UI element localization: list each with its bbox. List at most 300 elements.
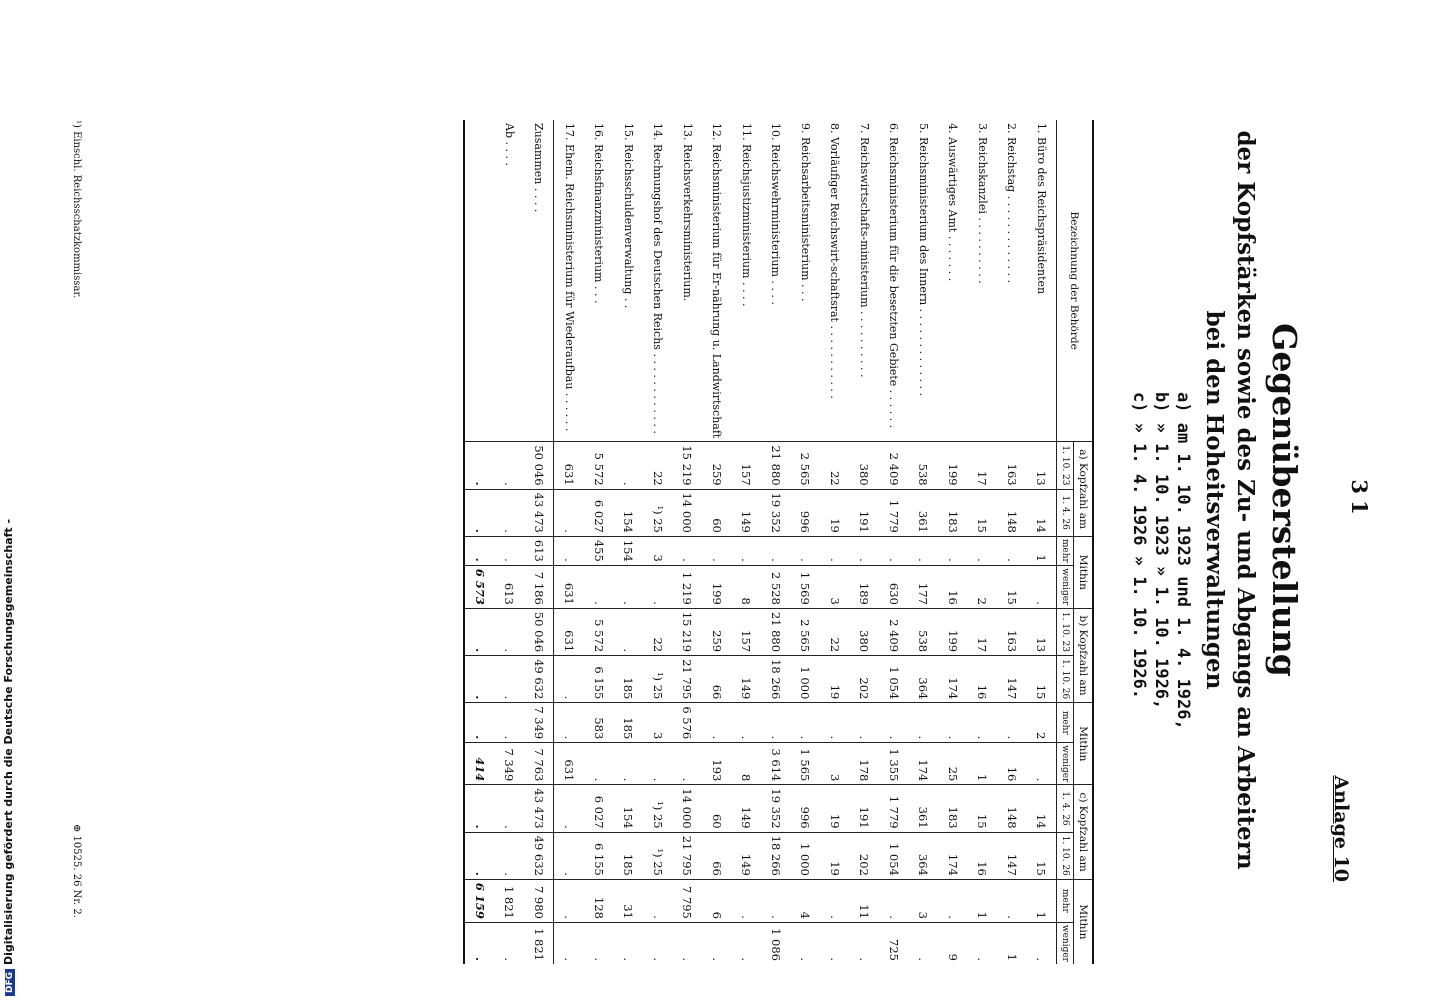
table-cell: 8 xyxy=(732,565,762,608)
table-cell: 148 xyxy=(997,785,1027,832)
table-cell: 1 219 xyxy=(673,565,703,608)
table-cell: . xyxy=(761,536,791,565)
table-cell: . xyxy=(554,656,584,703)
table-cell: 128 xyxy=(584,879,614,922)
table-cell: . xyxy=(614,565,644,608)
table-cell: . xyxy=(554,922,584,964)
table-cell: . xyxy=(464,703,495,743)
dfg-logo: DFG xyxy=(5,969,15,996)
date-line-b: b) » 1. 10. 1923 » 1. 10. 1926, xyxy=(1151,392,1171,710)
table-cell: 1 569 xyxy=(791,565,821,608)
table-cell: 163 xyxy=(997,608,1027,655)
table-cell: 163 xyxy=(997,442,1027,489)
print-mark: ⊕ 10525. 26 Nr. 2. xyxy=(71,824,82,918)
header-a-date1: 1. 10. 23 xyxy=(1057,442,1074,489)
table-cell: 538 xyxy=(909,442,939,489)
table-cell: 157 xyxy=(732,608,762,655)
date-line-c: c) » 1. 4. 1926 » 1. 10. 1926. xyxy=(1129,392,1149,700)
table-cell: 613 xyxy=(495,565,525,608)
table-cell: 380 xyxy=(850,442,880,489)
table-cell: 199 xyxy=(938,442,968,489)
table-cell: 7 980 xyxy=(524,879,554,922)
table-cell: 1 xyxy=(968,879,998,922)
table-cell: ¹) 25 xyxy=(643,832,673,879)
table-cell: 364 xyxy=(909,832,939,879)
table-cell: 22 xyxy=(820,608,850,655)
table-row xyxy=(702,120,732,964)
table-cell: 630 xyxy=(879,565,909,608)
table-cell: 147 xyxy=(997,832,1027,879)
table-cell: 725 xyxy=(879,922,909,964)
table-cell: . xyxy=(495,832,525,879)
table-cell: 6 155 xyxy=(584,656,614,703)
table-cell: 16 xyxy=(997,743,1027,785)
table-cell: 4 xyxy=(791,879,821,922)
table-cell: 148 xyxy=(997,489,1027,536)
table-row xyxy=(732,120,762,964)
table-row xyxy=(909,120,939,964)
table-cell: 149 xyxy=(732,489,762,536)
table-row xyxy=(820,120,850,964)
table-cell: 5 572 xyxy=(584,442,614,489)
table-cell: . xyxy=(1027,743,1057,785)
table-cell: 1 000 xyxy=(791,656,821,703)
table-cell: . xyxy=(761,703,791,743)
table-cell: 193 xyxy=(702,743,732,785)
table-cell: . xyxy=(614,743,644,785)
table-cell: . xyxy=(495,608,525,655)
header-group-b: b) Kopfzahl am xyxy=(1074,608,1094,703)
table-cell: . xyxy=(850,536,880,565)
table-cell: . xyxy=(938,703,968,743)
table-cell: 9 xyxy=(938,922,968,964)
table-cell: . xyxy=(850,703,880,743)
table-cell: 15 219 xyxy=(673,608,703,655)
table-row xyxy=(968,120,998,964)
table-cell: 43 473 xyxy=(524,489,554,536)
table-cell: 19 352 xyxy=(761,489,791,536)
page-title: Gegenüberstellung xyxy=(1265,323,1304,677)
table-cell: 3 xyxy=(820,565,850,608)
table-cell: 7 349 xyxy=(495,743,525,785)
table-cell: . xyxy=(464,656,495,703)
table-cell: . xyxy=(732,703,762,743)
table-cell: . xyxy=(732,879,762,922)
table-cell: 149 xyxy=(732,832,762,879)
table-cell: . xyxy=(464,442,495,489)
table-cell: 14 xyxy=(1027,489,1057,536)
table-cell: . xyxy=(643,879,673,922)
table-cell: 7 349 xyxy=(524,703,554,743)
table-cell: 13 xyxy=(1027,608,1057,655)
row-label: Ab . . . . xyxy=(502,123,516,166)
table-row xyxy=(495,120,525,964)
table-row xyxy=(524,120,554,964)
table-cell: 60 xyxy=(702,785,732,832)
table-cell: . xyxy=(997,536,1027,565)
table-cell: 3 xyxy=(643,536,673,565)
row-label: 10. Reichswehrministerium . . . . xyxy=(769,123,783,305)
table-cell: . xyxy=(495,785,525,832)
table-row xyxy=(791,120,821,964)
row-label: 4. Auswärtiges Amt . . . . . . . xyxy=(946,123,960,282)
table-cell: . xyxy=(732,536,762,565)
table-cell: 5 572 xyxy=(584,608,614,655)
table-row xyxy=(938,120,968,964)
table-cell: 22 xyxy=(643,608,673,655)
table-cell: 361 xyxy=(909,785,939,832)
header-mithin-a: Mithin xyxy=(1074,536,1094,608)
table-cell: 996 xyxy=(791,489,821,536)
table-cell: . xyxy=(554,832,584,879)
table-cell: . xyxy=(1027,565,1057,608)
table-cell: . xyxy=(673,922,703,964)
table-cell: 2 xyxy=(1027,703,1057,743)
table-cell: 3 614 xyxy=(761,743,791,785)
table-cell: 19 xyxy=(820,489,850,536)
row-label: 1. Büro des Reichspräsidenten xyxy=(1034,123,1048,295)
table-cell: . xyxy=(614,922,644,964)
row-label: 5. Reichsministerium des Innern . . . . . . . . . . . . . xyxy=(916,123,930,397)
table-cell: ¹) 25 xyxy=(643,785,673,832)
row-label: 17. Ehem. Reichsministerium für Wiederaufbau . . . . . . xyxy=(562,123,576,432)
table-cell: 6 573 xyxy=(464,565,495,608)
row-label: 9. Reichsarbeitsministerium . . . xyxy=(798,123,812,302)
header-mithin-c: Mithin xyxy=(1074,879,1094,964)
table-cell: 177 xyxy=(909,565,939,608)
table-cell: 31 xyxy=(614,879,644,922)
table-cell: . xyxy=(791,922,821,964)
header-c-mehr: mehr xyxy=(1057,879,1074,922)
table-cell: . xyxy=(554,703,584,743)
table-cell: 16 xyxy=(968,832,998,879)
header-b-mehr: mehr xyxy=(1057,703,1074,743)
table-cell: 2 409 xyxy=(879,608,909,655)
row-label: 15. Reichsschuldenverwaltung . . xyxy=(621,123,635,309)
table-cell: 1 821 xyxy=(524,922,554,964)
table-cell: 11 xyxy=(850,879,880,922)
table-cell: . xyxy=(879,879,909,922)
table-cell: 191 xyxy=(850,785,880,832)
table-cell: 191 xyxy=(850,489,880,536)
table-cell: 259 xyxy=(702,442,732,489)
table-cell: . xyxy=(1027,922,1057,964)
table-cell: 1 xyxy=(997,922,1027,964)
row-label: 6. Reichsministerium für die besetzten Gebiete . . . . . . xyxy=(887,123,901,429)
table-cell: 6 027 xyxy=(584,489,614,536)
row-label: 14. Rechnungshof des Deutschen Reichs . . . . . . . . . . . . xyxy=(651,123,665,434)
table-cell: 22 xyxy=(643,442,673,489)
table-cell: . xyxy=(554,489,584,536)
header-b-weniger: weniger xyxy=(1057,743,1074,785)
table-cell: 18 266 xyxy=(761,656,791,703)
table-cell: . xyxy=(997,879,1027,922)
row-label: 8. Vorläufiger Reichswirt-schaftsrat . . . . . . . . . . . xyxy=(828,123,842,399)
table-cell: . xyxy=(791,536,821,565)
table-cell: 14 000 xyxy=(673,489,703,536)
table-cell: 631 xyxy=(554,565,584,608)
row-label: Zusammen . . . . xyxy=(524,120,554,442)
header-c-weniger: weniger xyxy=(1057,922,1074,964)
table-cell: 19 xyxy=(820,785,850,832)
table-cell: 1 779 xyxy=(879,785,909,832)
table-cell: 157 xyxy=(732,442,762,489)
header-a-date2: 1. 4. 26 xyxy=(1057,489,1074,536)
table-cell: 15 xyxy=(997,565,1027,608)
table-cell: 189 xyxy=(850,565,880,608)
table-cell: . xyxy=(584,743,614,785)
table-cell: . xyxy=(495,922,525,964)
table-cell: . xyxy=(584,922,614,964)
table-cell: 613 xyxy=(524,536,554,565)
table-cell: . xyxy=(614,442,644,489)
table-cell: 455 xyxy=(584,536,614,565)
table-cell: 631 xyxy=(554,442,584,489)
row-label: 16. Reichsfinanzministerium . . . xyxy=(592,123,606,304)
date-lines xyxy=(1128,392,1194,730)
table-cell: 185 xyxy=(614,656,644,703)
table-cell: 414 xyxy=(464,743,495,785)
table-cell: . xyxy=(820,536,850,565)
table-body xyxy=(464,120,1057,964)
table-cell: 380 xyxy=(850,608,880,655)
date-line-a: a) am 1. 10. 1923 und 1. 4. 1926, xyxy=(1173,392,1193,730)
table-cell: 6 155 xyxy=(584,832,614,879)
table-cell: . xyxy=(968,536,998,565)
table-cell: 7 763 xyxy=(524,743,554,785)
table-cell: . xyxy=(850,922,880,964)
header-c-date1: 1. 4. 26 xyxy=(1057,785,1074,832)
table-cell: 185 xyxy=(614,832,644,879)
table-cell: 185 xyxy=(614,703,644,743)
table-cell: 19 xyxy=(820,656,850,703)
table-cell: . xyxy=(643,565,673,608)
table-cell: 364 xyxy=(909,656,939,703)
header-c-date2: 1. 10. 26 xyxy=(1057,832,1074,879)
table-cell: . xyxy=(732,922,762,964)
table-cell: 66 xyxy=(702,832,732,879)
table-cell: . xyxy=(909,703,939,743)
table-cell: 1 355 xyxy=(879,743,909,785)
row-label: 11. Reichsjustizministerium . . . . xyxy=(739,123,753,307)
table-cell: 6 576 xyxy=(673,703,703,743)
page-number: 31 xyxy=(1347,479,1372,521)
table-cell: 21 880 xyxy=(761,442,791,489)
table-cell: 259 xyxy=(702,608,732,655)
table-cell: 1 821 xyxy=(495,879,525,922)
table-cell: . xyxy=(584,565,614,608)
table-cell: 6 xyxy=(702,879,732,922)
table-cell: 361 xyxy=(909,489,939,536)
table-cell: 583 xyxy=(584,703,614,743)
table-cell: 1 xyxy=(1027,879,1057,922)
table-cell: . xyxy=(464,489,495,536)
table-cell: . xyxy=(495,656,525,703)
table-cell: 1 086 xyxy=(761,922,791,964)
table-row xyxy=(879,120,909,964)
table-cell: 49 632 xyxy=(524,832,554,879)
table-cell: 15 xyxy=(968,489,998,536)
table-cell: 21 880 xyxy=(761,608,791,655)
table-cell: 6 027 xyxy=(584,785,614,832)
table-cell: 2 528 xyxy=(761,565,791,608)
table-row xyxy=(554,120,584,964)
table-cell: . xyxy=(820,922,850,964)
table-cell: 6 159 xyxy=(464,879,495,922)
table-cell: 15 219 xyxy=(673,442,703,489)
table-cell: . xyxy=(702,536,732,565)
row-label: 12. Reichsministerium für Er-nährung u. Landwirtschaft xyxy=(710,123,724,439)
table-cell: . xyxy=(554,785,584,832)
header-b-date2: 1. 10. 26 xyxy=(1057,656,1074,703)
row-label: 13. Reichsverkehrsministerium. xyxy=(680,123,694,302)
table-cell: 16 xyxy=(938,565,968,608)
table-cell: 199 xyxy=(702,565,732,608)
table-cell: 1 565 xyxy=(791,743,821,785)
table-cell: . xyxy=(968,922,998,964)
header-group-c: c) Kopfzahl am xyxy=(1074,785,1094,880)
table-cell: . xyxy=(702,922,732,964)
table-cell: . xyxy=(761,879,791,922)
table-row xyxy=(997,120,1027,964)
table-cell: . xyxy=(997,703,1027,743)
table-cell: . xyxy=(673,536,703,565)
table-cell: 174 xyxy=(938,832,968,879)
table-cell: 149 xyxy=(732,785,762,832)
table-cell: 1 xyxy=(968,743,998,785)
table-row xyxy=(643,120,673,964)
row-label: 7. Reichswirtschafts-ministerium . . . . . . . . . . xyxy=(857,123,871,378)
table-cell: 154 xyxy=(614,536,644,565)
row-label: 3. Reichskanzlei . . . . . . . . . . xyxy=(975,123,989,284)
table-cell: 43 473 xyxy=(524,785,554,832)
table-cell: . xyxy=(673,743,703,785)
table-cell: 15 xyxy=(1027,832,1057,879)
table-cell: 1 054 xyxy=(879,832,909,879)
table-cell: 19 352 xyxy=(761,785,791,832)
table-cell: 199 xyxy=(938,608,968,655)
table-cell: . xyxy=(464,785,495,832)
header-b-date1: 1. 10. 23 xyxy=(1057,608,1074,655)
table-cell: 996 xyxy=(791,785,821,832)
table-cell: 22 xyxy=(820,442,850,489)
table-cell: . xyxy=(643,922,673,964)
table-cell: 3 xyxy=(909,879,939,922)
appendix-label: Anlage 10 xyxy=(1330,775,1352,882)
table-cell: 50 046 xyxy=(524,608,554,655)
table-cell: 7 795 xyxy=(673,879,703,922)
table-cell: 631 xyxy=(554,743,584,785)
table-cell: . xyxy=(968,703,998,743)
table-cell: 19 xyxy=(820,832,850,879)
table-cell: 25 xyxy=(938,743,968,785)
header-authority: Bezeichnung der Behörde xyxy=(1057,120,1094,442)
table-cell: . xyxy=(614,608,644,655)
table-cell: 13 xyxy=(1027,442,1057,489)
table-cell: 174 xyxy=(938,656,968,703)
table-cell: ¹) 25 xyxy=(643,656,673,703)
table-cell: 14 xyxy=(1027,785,1057,832)
table-cell: ¹) 25 xyxy=(643,489,673,536)
table-cell: 183 xyxy=(938,489,968,536)
table-cell: . xyxy=(464,608,495,655)
table-cell: . xyxy=(938,879,968,922)
table-cell: . xyxy=(464,922,495,964)
table-cell: . xyxy=(938,536,968,565)
header-a-mehr: mehr xyxy=(1057,536,1074,565)
table-row xyxy=(761,120,791,964)
table-cell: . xyxy=(464,832,495,879)
table-cell: . xyxy=(879,536,909,565)
row-label xyxy=(464,120,495,442)
credit-line xyxy=(2,519,15,996)
table-row xyxy=(673,120,703,964)
table-cell: 2 409 xyxy=(879,442,909,489)
table-cell: . xyxy=(554,536,584,565)
table-cell: . xyxy=(909,536,939,565)
header-group-a: a) Kopfzahl am xyxy=(1074,442,1094,537)
table-cell: 3 xyxy=(820,743,850,785)
table-cell: 15 xyxy=(1027,656,1057,703)
table-cell: . xyxy=(464,536,495,565)
table-row xyxy=(1027,120,1057,964)
table-cell: . xyxy=(643,743,673,785)
table-row xyxy=(614,120,644,964)
table-cell: 154 xyxy=(614,489,644,536)
page-subtitle: der Kopfstärken sowie des Zu- und Abgangs an Arbeitern xyxy=(1232,130,1259,870)
table-cell: 2 565 xyxy=(791,608,821,655)
table-cell: 14 000 xyxy=(673,785,703,832)
table-cell: 1 779 xyxy=(879,489,909,536)
table-row xyxy=(464,120,495,964)
row-label: 2. Reichstag . . . . . . . . . . . . . xyxy=(1005,123,1019,284)
table-cell: . xyxy=(879,703,909,743)
table-cell: . xyxy=(820,879,850,922)
footnote: ¹) Einschl. Reichsschatzkommissar. xyxy=(71,120,82,299)
table-cell: . xyxy=(909,922,939,964)
table-cell: 21 795 xyxy=(673,656,703,703)
table-cell: 3 xyxy=(643,703,673,743)
table-cell: 2 xyxy=(968,565,998,608)
table-cell: 17 xyxy=(968,442,998,489)
table-cell: . xyxy=(495,442,525,489)
table-row xyxy=(584,120,614,964)
table-cell: 202 xyxy=(850,832,880,879)
table-cell: 149 xyxy=(732,656,762,703)
table-cell: 15 xyxy=(968,785,998,832)
table-cell: 2 565 xyxy=(791,442,821,489)
table-row xyxy=(850,120,880,964)
table-cell: . xyxy=(554,879,584,922)
table-cell: 8 xyxy=(732,743,762,785)
table-cell: . xyxy=(820,703,850,743)
table-cell: 7 186 xyxy=(524,565,554,608)
table-cell: 49 632 xyxy=(524,656,554,703)
table-cell: 631 xyxy=(554,608,584,655)
table-cell: 154 xyxy=(614,785,644,832)
table-cell: . xyxy=(495,703,525,743)
table-cell: 183 xyxy=(938,785,968,832)
table-cell: 1 000 xyxy=(791,832,821,879)
table-cell: . xyxy=(495,489,525,536)
table-cell: 1 054 xyxy=(879,656,909,703)
table-cell: 538 xyxy=(909,608,939,655)
staff-table xyxy=(463,120,1094,964)
header-a-weniger: weniger xyxy=(1057,565,1074,608)
header-mithin-b: Mithin xyxy=(1074,703,1094,785)
page-subtitle-2: bei den Hoheitsverwaltungen xyxy=(1201,310,1228,690)
table-cell: 178 xyxy=(850,743,880,785)
